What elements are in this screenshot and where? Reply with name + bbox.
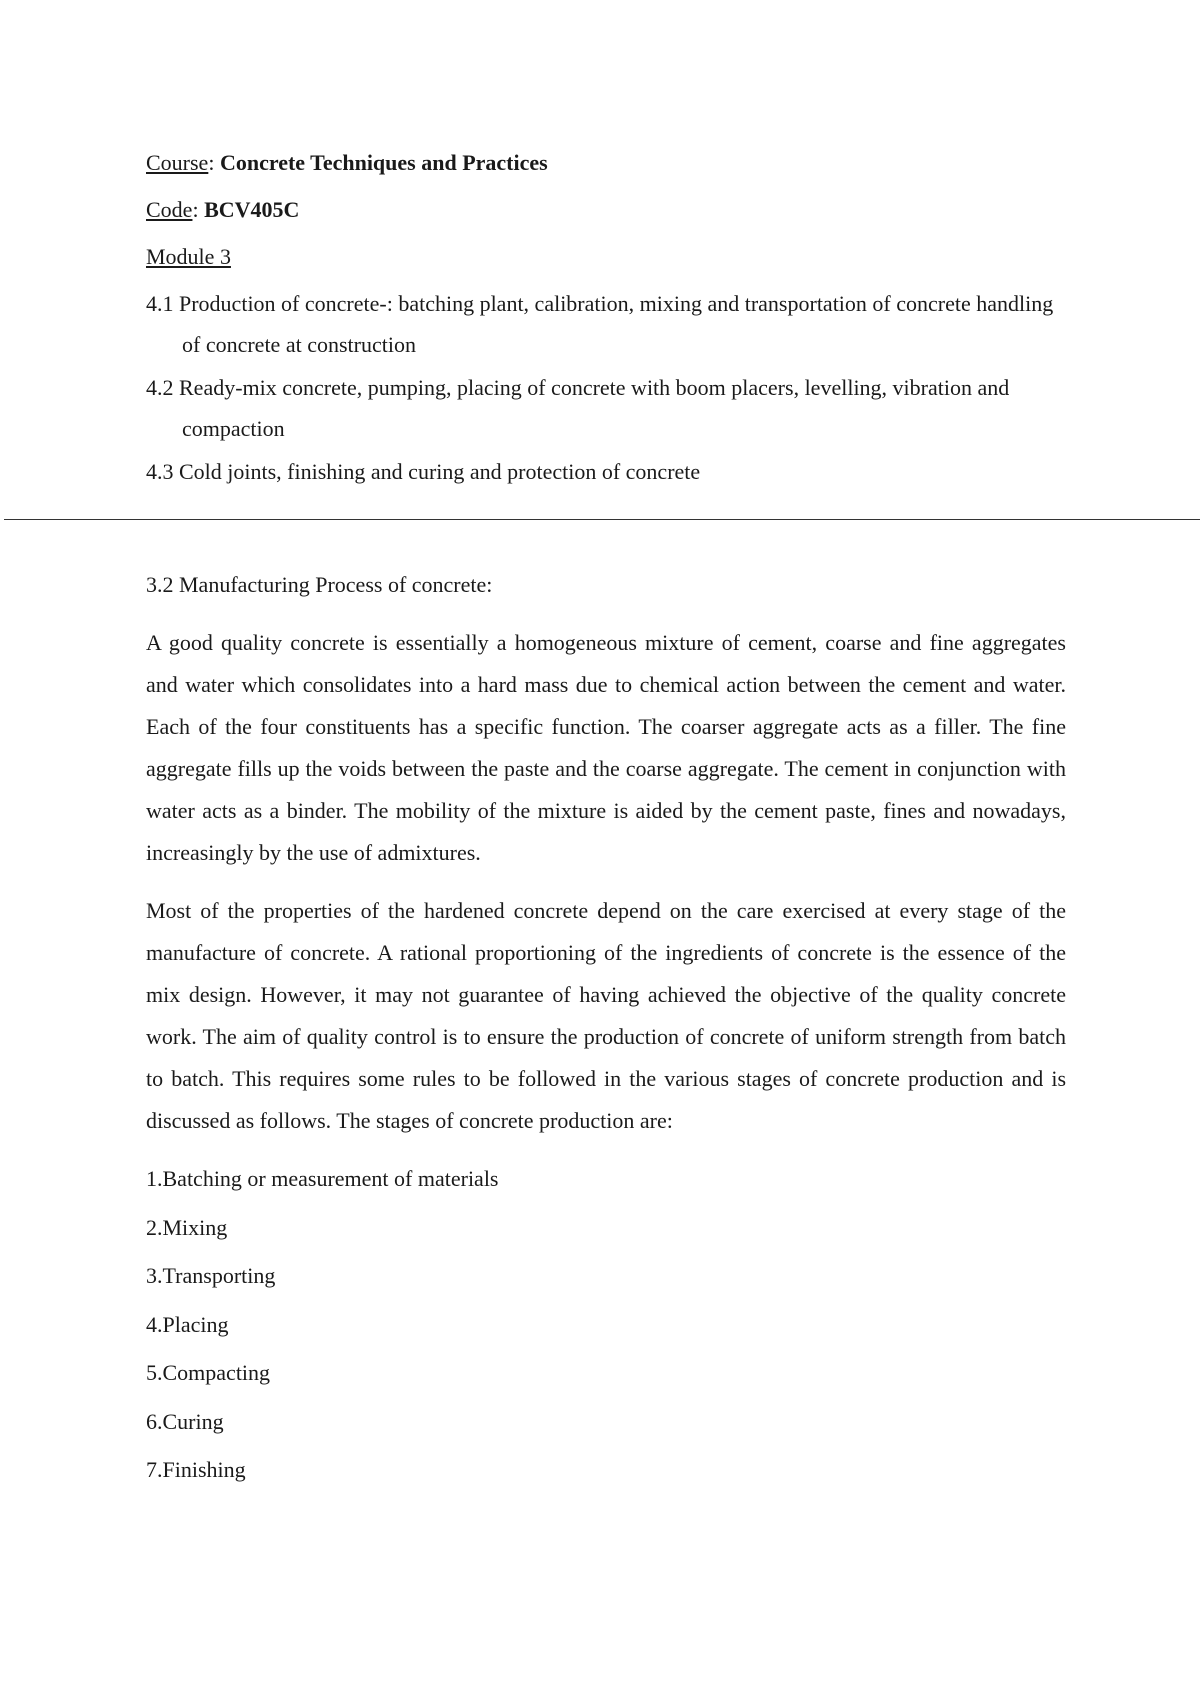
section-title: 3.2 Manufacturing Process of concrete:	[146, 572, 493, 597]
course-line	[146, 142, 1066, 183]
paragraph: Most of the properties of the hardened concrete depend on the care exercised at every stage of the manufacture of concrete. A rational proportioning of the ingredients of concrete is the essence of the mix design. However, it may not guarantee of having achieved the objective of the quality concrete work. The aim of quality control is to ensure the production of concrete of uniform strength from batch to batch. This requires some rules to be followed in the various stages of concrete production and is discussed as follows. The stages of concrete production are:	[146, 898, 1066, 1133]
course-label: Course	[146, 150, 209, 175]
code-label: Code	[146, 197, 193, 222]
stage-item: 2.Mixing	[146, 1214, 228, 1240]
stage-item: 3.Transporting	[146, 1263, 276, 1288]
course-title: Concrete Techniques and Practices	[219, 150, 548, 175]
horizontal-divider	[4, 519, 1200, 520]
course-separator: :	[208, 150, 215, 175]
stage-item: 1.Batching or measurement of materials	[146, 1166, 499, 1191]
topic-item: 4.2 Ready-mix concrete, pumping, placing of concrete with boom placers, levelling, vibration and compaction	[146, 375, 1010, 441]
course-header	[146, 142, 1066, 494]
module-line	[146, 236, 1066, 277]
section-body	[146, 564, 1066, 1498]
stage-item: 4.Placing	[146, 1311, 229, 1337]
stage-item: 6.Curing	[146, 1408, 224, 1434]
module-label: Module 3	[146, 244, 231, 269]
course-code: BCV405C	[204, 197, 300, 222]
topic-item: 4.3 Cold joints, finishing and curing and protection of concrete	[146, 459, 701, 484]
topic-item: 4.1 Production of concrete-: batching plant, calibration, mixing and transportation of concrete handling of concrete at construction	[146, 291, 1054, 357]
paragraph: A good quality concrete is essentially a homogeneous mixture of cement, coarse and fine aggregates and water which consolidates into a hard mass due to chemical action between the cement and water. Each of the four constituents has a specific function. The coarser aggregate acts as a filler. The fine aggregate fills up the voids between the paste and the coarse aggregate. The cement in conjunction with water acts as a binder. The mobility of the mixture is aided by the cement paste, fines and nowadays, increasingly by the use of admixtures.	[146, 630, 1066, 865]
code-line	[146, 189, 1066, 230]
stage-list	[146, 1158, 1066, 1498]
stage-item: 5.Compacting	[146, 1360, 271, 1385]
stage-item: 7.Finishing	[146, 1457, 246, 1482]
code-separator: :	[192, 197, 199, 222]
